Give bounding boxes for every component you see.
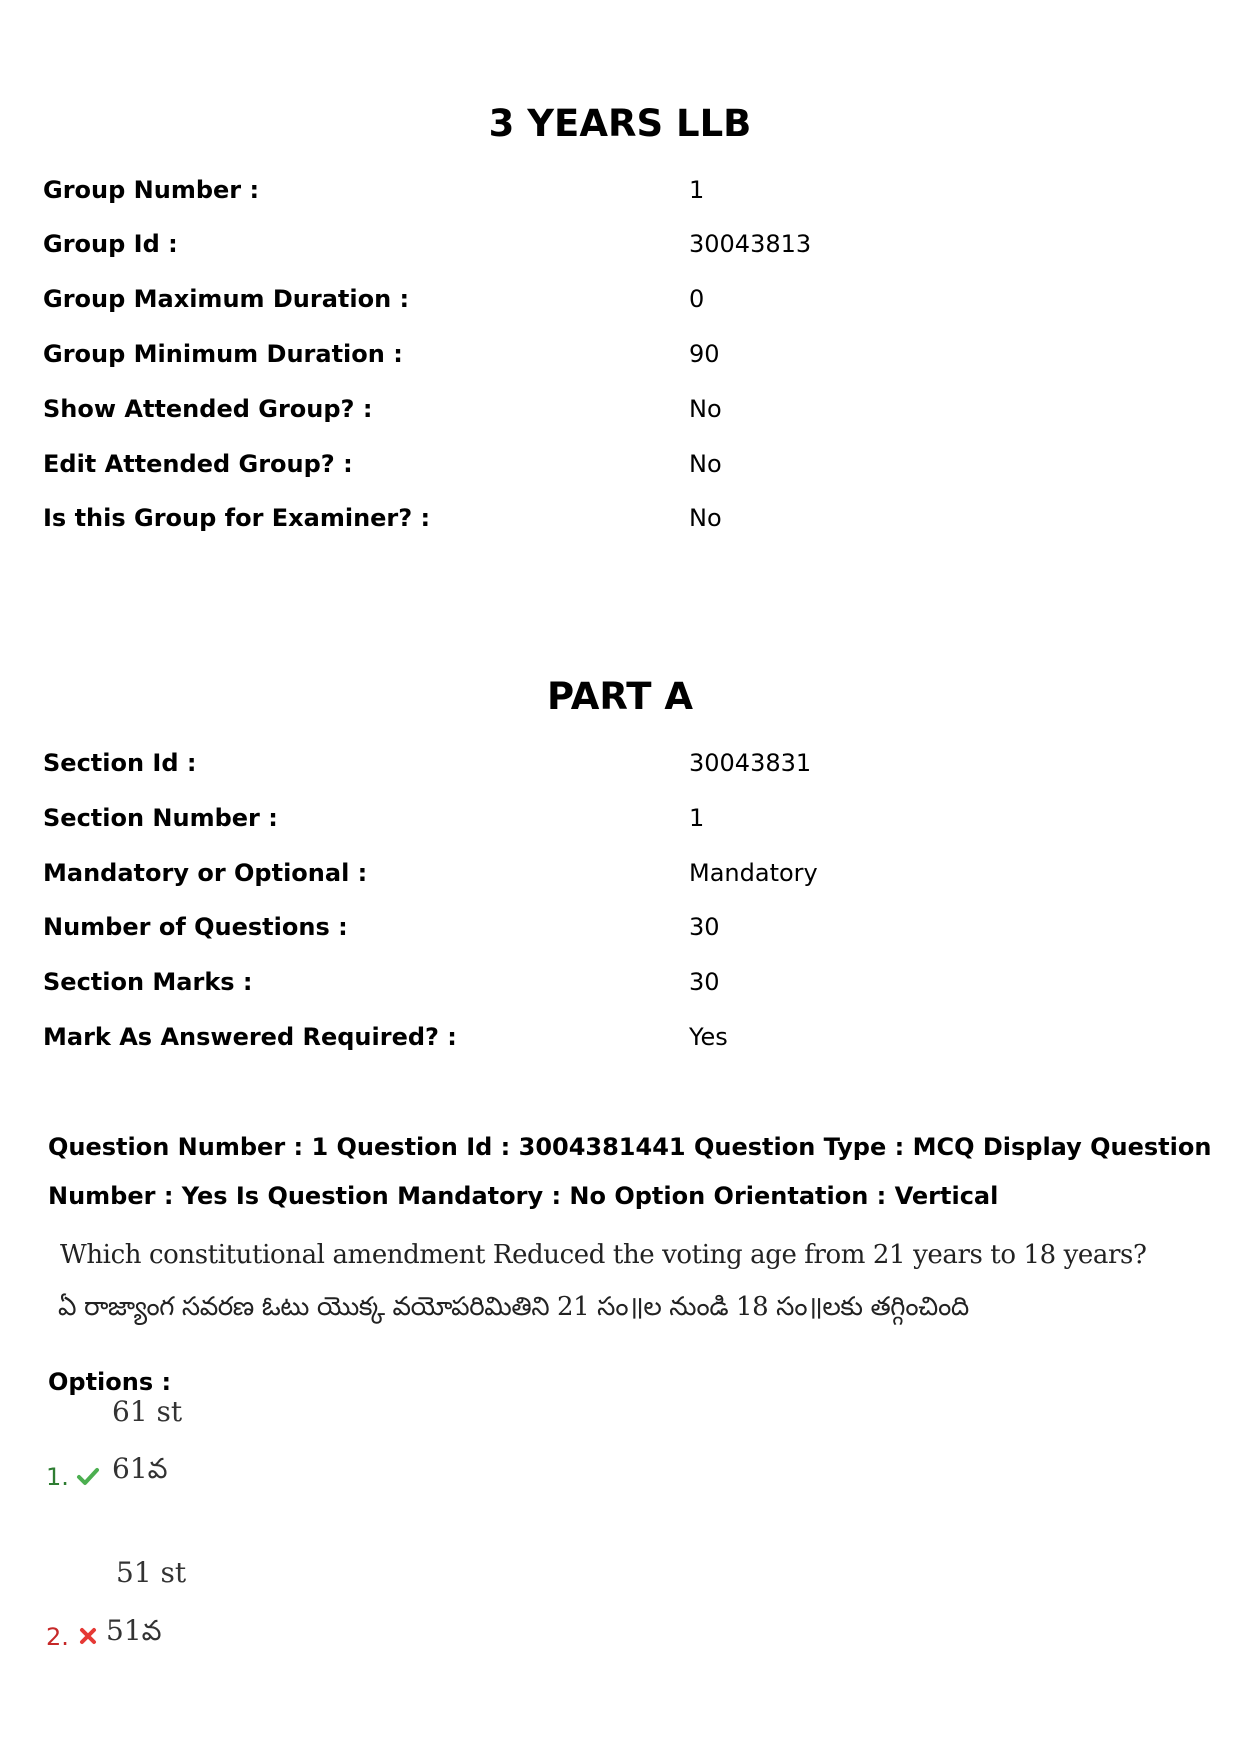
- section-id-label: Section Id :: [43, 749, 197, 777]
- group-title: 3 YEARS LLB: [488, 102, 752, 145]
- group-number-value: 1: [689, 176, 705, 204]
- question-text-telugu: ఏ రాజ్యాంగ సవరణ ఓటు యొక్క వయోపరిమితిని 21 సం॥ల నుండి 18 సం॥లకు తగ్గించింది: [58, 1292, 969, 1322]
- checkmark-icon: [76, 1464, 100, 1488]
- option-2-number: 2.: [46, 1623, 69, 1651]
- section-marks-label: Section Marks :: [43, 968, 253, 996]
- group-max-duration-label: Group Maximum Duration :: [43, 285, 410, 313]
- option-1-text-english: 61 st: [112, 1395, 183, 1428]
- group-id-value: 30043813: [689, 230, 812, 258]
- group-for-examiner-value: No: [689, 504, 722, 532]
- group-min-duration-row: [43, 334, 1193, 374]
- group-max-duration-value: 0: [689, 285, 705, 313]
- section-marks-row: [43, 962, 1193, 1002]
- section-marks-value: 30: [689, 968, 720, 996]
- group-max-duration-row: [43, 279, 1193, 319]
- edit-attended-group-value: No: [689, 450, 722, 478]
- group-number-row: [43, 170, 1193, 210]
- group-for-examiner-label: Is this Group for Examiner? :: [43, 504, 431, 532]
- mark-as-answered-label: Mark As Answered Required? :: [43, 1023, 457, 1051]
- mark-as-answered-value: Yes: [689, 1023, 728, 1051]
- show-attended-group-row: [43, 389, 1193, 429]
- group-min-duration-value: 90: [689, 340, 720, 368]
- option-1-text-telugu: 61వ: [112, 1452, 168, 1485]
- number-of-questions-value: 30: [689, 913, 720, 941]
- group-id-row: [43, 224, 1193, 264]
- question-meta-line-1: Question Number : 1 Question Id : 3004381441 Question Type : MCQ Display Question: [48, 1133, 1212, 1161]
- cross-icon: [76, 1624, 100, 1648]
- section-title: PART A: [547, 675, 693, 718]
- group-id-label: Group Id :: [43, 230, 178, 258]
- section-number-label: Section Number :: [43, 804, 278, 832]
- mandatory-optional-row: [43, 853, 1193, 893]
- question-text-english: Which constitutional amendment Reduced the voting age from 21 years to 18 years?: [60, 1240, 1147, 1270]
- section-number-row: [43, 798, 1193, 838]
- show-attended-group-label: Show Attended Group? :: [43, 395, 373, 423]
- option-2-text-telugu: 51వ: [106, 1614, 162, 1647]
- group-min-duration-label: Group Minimum Duration :: [43, 340, 403, 368]
- group-for-examiner-row: [43, 498, 1193, 538]
- mandatory-optional-value: Mandatory: [689, 859, 818, 887]
- section-number-value: 1: [689, 804, 705, 832]
- options-label: Options :: [48, 1368, 172, 1396]
- edit-attended-group-label: Edit Attended Group? :: [43, 450, 353, 478]
- option-1-number: 1.: [46, 1463, 69, 1491]
- question-meta-line-2: Number : Yes Is Question Mandatory : No Option Orientation : Vertical: [48, 1182, 999, 1210]
- number-of-questions-label: Number of Questions :: [43, 913, 348, 941]
- number-of-questions-row: [43, 907, 1193, 947]
- option-2-text-english: 51 st: [116, 1556, 187, 1589]
- group-number-label: Group Number :: [43, 176, 260, 204]
- section-id-row: [43, 743, 1193, 783]
- mandatory-optional-label: Mandatory or Optional :: [43, 859, 368, 887]
- section-id-value: 30043831: [689, 749, 812, 777]
- edit-attended-group-row: [43, 444, 1193, 484]
- mark-as-answered-row: [43, 1017, 1193, 1057]
- show-attended-group-value: No: [689, 395, 722, 423]
